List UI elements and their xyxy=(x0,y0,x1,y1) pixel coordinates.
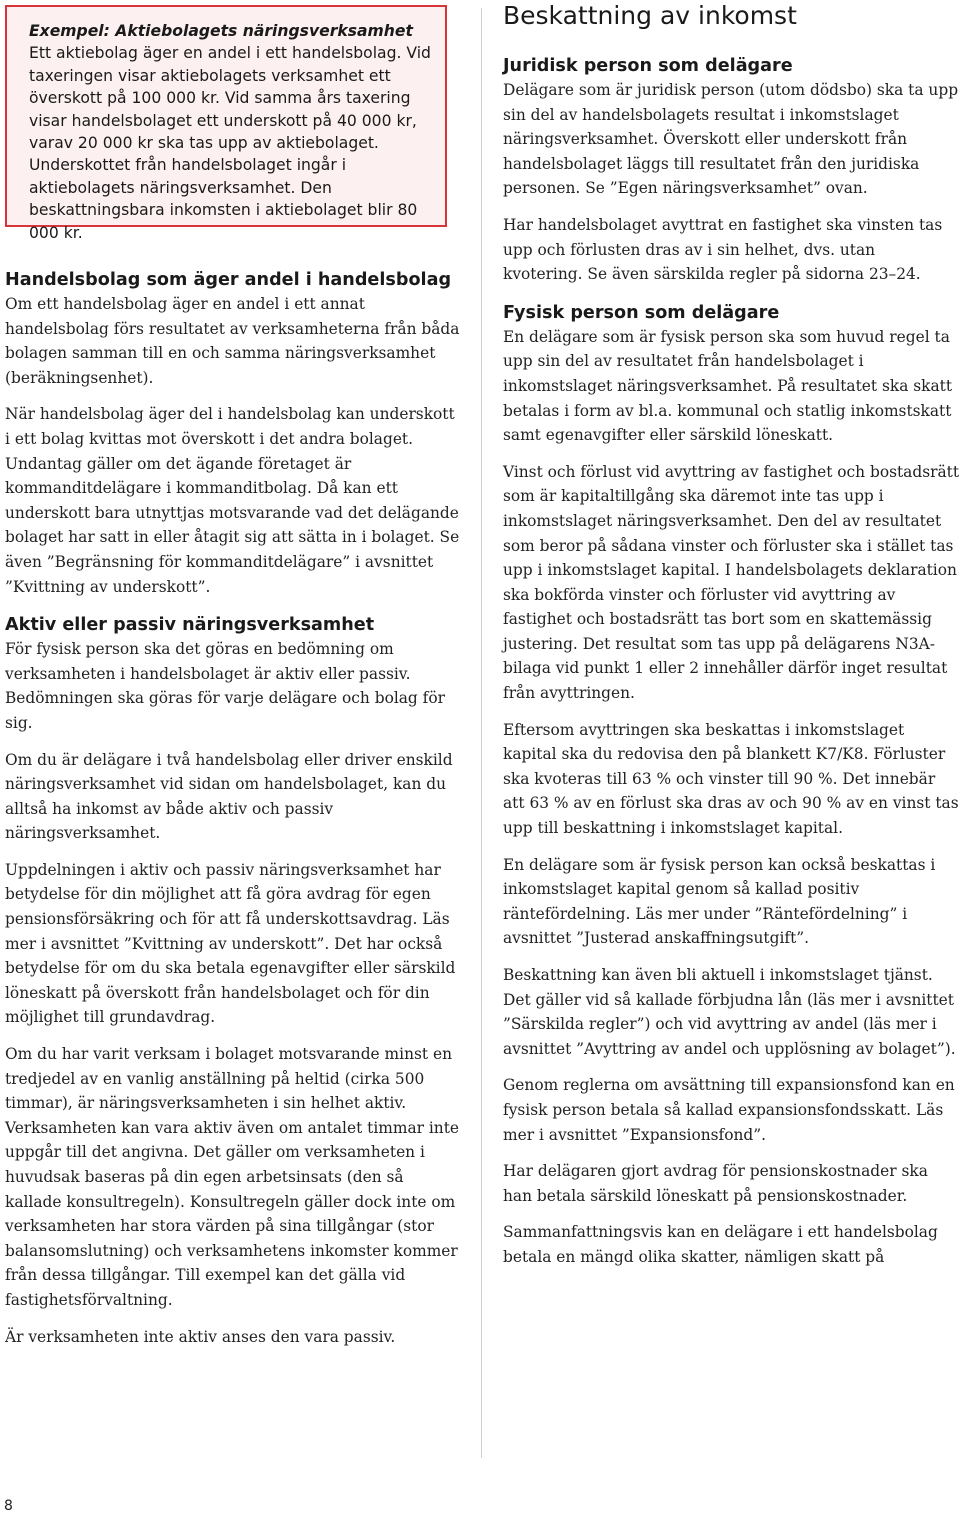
paragraph: En delägare som är fysisk person kan också beskattas i inkomstslaget kapital genom så kallad positiv räntefördelning. Läs mer under ”Räntefördelning” i avsnittet ”Justerad anskaffningsutgift”. xyxy=(503,855,936,948)
page-title: Beskattning av inkomst xyxy=(503,1,797,30)
section-heading: Juridisk person som delägare xyxy=(503,56,793,76)
paragraph: Eftersom avyttringen ska beskattas i inkomstslaget kapital ska du redovisa den på blankett K7/K8. Förluster ska kvoteras till 63 % och vinster till 90 %. Det innebär att 63 % av en förlust ska dras av och 90 % av en vinst tas upp till beskattning i inkomstslaget kapital. xyxy=(503,720,959,838)
paragraph: Är verksamheten inte aktiv anses den vara passiv. xyxy=(5,1327,396,1346)
paragraph: Sammanfattningsvis kan en delägare i ett handelsbolag betala en mängd olika skatter, nämligen skatt på xyxy=(503,1223,938,1266)
section-fysisk-person xyxy=(503,301,959,1270)
example-title: Exempel: Aktiebolagets näringsverksamhet xyxy=(29,22,413,40)
paragraph: Om ett handelsbolag äger en andel i ett annat handelsbolag förs resultatet av verksamheterna från båda bolagen samman till en och samma näringsverksamhet (beräkningsenhet). xyxy=(5,295,460,387)
example-box xyxy=(5,5,447,242)
paragraph: För fysisk person ska det göras en bedömning om verksamheten i handelsbolaget är aktiv eller passiv. Bedömningen ska göras för varje delägare och bolag för sig. xyxy=(5,640,446,732)
page-number: 8 xyxy=(4,1498,13,1514)
paragraph: När handelsbolag äger del i handelsbolag kan underskott i ett bolag kvittas mot överskott i det andra bolaget. Undantag gäller om det ägande företaget är kommanditdelägare i kommanditbolag. Då kan ett underskott bara utnyttjas motsvarande vad det delägande bolaget har satt in eller åtagit sig att sätta in i bolaget. Se även ”Begränsning för kommanditdelägare” i avsnittet ”Kvittning av underskott”. xyxy=(5,405,460,596)
section-aktiv-passiv xyxy=(5,613,460,1349)
paragraph: Genom reglerna om avsättning till expansionsfond kan en fysisk person betala så kallad expansionsfondsskatt. Läs mer i avsnittet ”Expansionsfond”. xyxy=(503,1076,955,1144)
column-divider xyxy=(481,8,482,1458)
paragraph: En delägare som är fysisk person ska som huvud regel ta upp sin del av resultatet från handelsbolaget i inkomstslaget näringsverksamhet. På resultatet ska skatt betalas i form av bl.a. kommunal och statlig inkomstskatt samt egenavgifter eller särskild löneskatt. xyxy=(503,327,953,445)
paragraph: Delägare som är juridisk person (utom dödsbo) ska ta upp sin del av handelsbolagets resultat i inkomstslaget näringsverksamhet. Överskott eller underskott från handelsbolaget läggs till resultatet från den juridiska personen. Se ”Egen näringsverksamhet” ovan. xyxy=(503,81,959,198)
paragraph: Om du har varit verksam i bolaget motsvarande minst en tredjedel av en vanlig anställning på heltid (cirka 500 timmar), är näringsverksamheten i sin helhet aktiv. Verksamheten kan vara aktiv även om antalet timmar inte uppgår till det angivna. Det gäller om verksamheten i huvudsak baseras på din egen arbetsinsats (den så kallade konsultregeln). Konsultregeln gäller dock inte om verksamheten har stora värden på sina tillgångar (stor balansomslutning) och verksamhetens inkomster kommer från dessa tillgångar. Till exempel kan det gälla vid fastighetsförvaltning. xyxy=(5,1045,460,1309)
section-heading: Handelsbolag som äger andel i handelsbolag xyxy=(5,270,452,290)
section-handelsbolag-andel xyxy=(5,268,460,599)
right-content xyxy=(503,0,959,1284)
left-content xyxy=(5,268,460,1363)
paragraph: Uppdelningen i aktiv och passiv näringsverksamhet har betydelse för din möjlighet att få göra avdrag för egen pensionsförsäkring och för att få underskottsavdrag. Läs mer i avsnittet ”Kvittning av underskott”. Det har också betydelse för om du ska betala egenavgifter eller särskild löneskatt på överskott från handelsbolaget och för din möjlighet till grundavdrag. xyxy=(5,860,456,1027)
paragraph: Har delägaren gjort avdrag för pensionskostnader ska han betala särskild löneskatt på pensionskostnader. xyxy=(503,1162,928,1205)
section-juridisk-person xyxy=(503,54,959,287)
section-heading: Fysisk person som delägare xyxy=(503,302,780,323)
paragraph: Beskattning kan även bli aktuell i inkomstslaget tjänst. Det gäller vid så kallade förbjudna lån (läs mer i avsnittet ”Särskilda regler”) och vid avyttring av andel (läs mer i avsnittet ”Avyttring av andel och upplösning av bolaget”). xyxy=(503,966,956,1058)
paragraph: Har handelsbolaget avyttrat en fastighet ska vinsten tas upp och förlusten dras av i sin helhet, dvs. utan kvotering. Se även särskilda regler på sidorna 23–24. xyxy=(503,215,943,284)
paragraph: Vinst och förlust vid avyttring av fastighet och bostadsrätt som är kapitaltillgång ska däremot inte tas upp i inkomstslaget näringsverksamhet. Den del av resultatet som beror på sådana vinster och förluster ska i stället tas upp i inkomstslaget kapital. I handelsbolagets deklaration ska bokförda vinster och förluster vid avyttring av fastighet och bostadsrätt tas bort som en skattemässig justering. Det resultat som tas upp på delägarens N3A-bilaga vid punkt 1 eller 2 innehåller därför inget resultat från avyttringen. xyxy=(503,462,960,703)
section-heading: Aktiv eller passiv näringsverksamhet xyxy=(5,615,375,636)
example-text: Ett aktiebolag äger en andel i ett handelsbolag. Vid taxeringen visar aktiebolagets verksamhet ett överskott på 100 000 kr. Vid samma års taxering visar handelsbolaget ett underskott på 40 000 kr, varav 20 000 kr ska tas upp av aktiebolaget. Underskottet från handelsbolaget ingår i aktiebolagets näringsverksamhet. Den beskattningsbara inkomsten i aktiebolaget blir 80 000 kr. xyxy=(29,44,431,242)
paragraph: Om du är delägare i två handelsbolag eller driver enskild näringsverksamhet vid sidan om handelsbolaget, kan du alltså ha inkomst av både aktiv och passiv näringsverksamhet. xyxy=(5,750,453,843)
